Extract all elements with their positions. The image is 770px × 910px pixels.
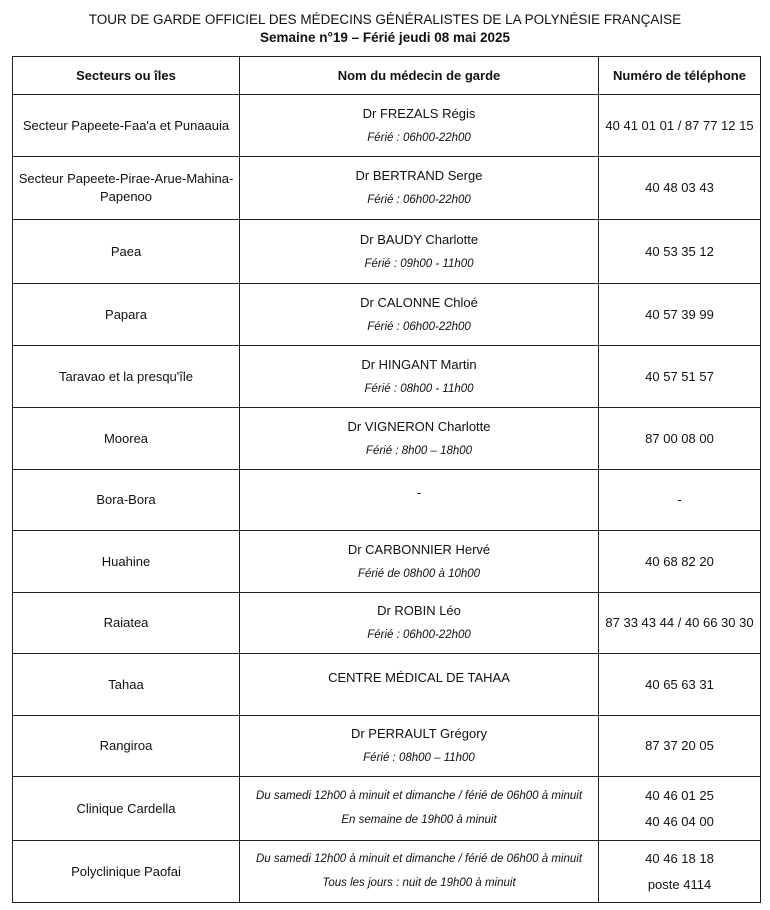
doctor-cell <box>240 531 599 593</box>
doctor-cell <box>240 220 599 284</box>
doctor-cell <box>240 654 599 716</box>
phone-cell: 40 41 01 01 / 87 77 12 15 <box>599 95 761 157</box>
phone-cell: 87 00 08 00 <box>599 408 761 470</box>
phone-cell <box>599 777 761 841</box>
phone-number: 40 46 18 18 <box>645 850 714 866</box>
phone-cell: 87 37 20 05 <box>599 716 761 777</box>
table-row <box>13 470 761 531</box>
phone-cell: 40 48 03 43 <box>599 157 761 220</box>
table-row <box>13 841 761 903</box>
duty-hours: Férié de 08h00 à 10h00 <box>357 567 481 580</box>
doctor-name: Dr HINGANT Martin <box>361 356 477 372</box>
column-header-doctor: Nom du médecin de garde <box>240 57 599 95</box>
duty-hours: Férié : 06h00-22h00 <box>367 320 471 333</box>
doctor-name: Dr CARBONNIER Hervé <box>347 541 491 557</box>
doctor-cell <box>240 408 599 470</box>
sector-cell: Secteur Papeete-Faa'a et Punaauia <box>13 95 240 157</box>
phone-cell: 87 33 43 44 / 40 66 30 30 <box>599 593 761 654</box>
doctor-name: CENTRE MÉDICAL DE TAHAA <box>328 669 510 685</box>
schedule-line: Du samedi 12h00 à minuit et dimanche / férié de 06h00 à minuit <box>255 789 583 802</box>
duty-roster-table <box>12 56 761 903</box>
sector-cell: Tahaa <box>13 654 240 716</box>
doctor-cell <box>240 716 599 777</box>
document-subtitle: Semaine n°19 – Férié jeudi 08 mai 2025 <box>259 30 511 45</box>
duty-hours: Férié : 8h00 – 18h00 <box>365 444 473 457</box>
duty-hours: Férié : 09h00 - 11h00 <box>364 257 474 270</box>
duty-hours: Férié : 06h00-22h00 <box>367 194 471 207</box>
table-row <box>13 654 761 716</box>
doctor-name: Dr VIGNERON Charlotte <box>347 418 491 434</box>
table-row <box>13 716 761 777</box>
sector-cell: Raiatea <box>13 593 240 654</box>
document-title: TOUR DE GARDE OFFICIEL DES MÉDECINS GÉNÉRALISTES DE LA POLYNÉSIE FRANÇAISE <box>88 12 682 27</box>
doctor-name: - <box>416 485 422 501</box>
phone-cell: 40 57 39 99 <box>599 284 761 346</box>
doctor-name: Dr CALONNE Chloé <box>360 294 478 310</box>
duty-hours: Férié : 08h00 - 11h00 <box>364 382 474 395</box>
sector-cell: Paea <box>13 220 240 284</box>
schedule-line: En semaine de 19h00 à minuit <box>341 813 497 826</box>
schedule-line: Du samedi 12h00 à minuit et dimanche / férié de 06h00 à minuit <box>255 852 583 865</box>
sector-cell: Secteur Papeete-Pirae-Arue-Mahina-Papenoo <box>13 157 240 220</box>
duty-hours: Férié : 06h00-22h00 <box>367 131 471 144</box>
duty-hours: Férié : 08h00 – 11h00 <box>363 752 475 765</box>
sector-cell: Polyclinique Paofai <box>13 841 240 903</box>
doctor-cell <box>240 346 599 408</box>
sector-cell: Huahine <box>13 531 240 593</box>
doctor-cell <box>240 777 599 841</box>
column-header-sector: Secteurs ou îles <box>13 57 240 95</box>
doctor-name: Dr ROBIN Léo <box>377 603 461 619</box>
schedule-line: Tous les jours : nuit de 19h00 à minuit <box>322 876 516 889</box>
table-row <box>13 220 761 284</box>
phone-number: poste 4114 <box>647 876 712 892</box>
table-row <box>13 95 761 157</box>
phone-cell: - <box>599 470 761 531</box>
phone-cell: 40 53 35 12 <box>599 220 761 284</box>
table-row <box>13 531 761 593</box>
doctor-name: Dr PERRAULT Grégory <box>350 726 488 742</box>
doctor-cell <box>240 470 599 531</box>
phone-cell: 40 68 82 20 <box>599 531 761 593</box>
doctor-cell <box>240 593 599 654</box>
phone-cell: 40 57 51 57 <box>599 346 761 408</box>
table-row <box>13 408 761 470</box>
doctor-cell <box>240 284 599 346</box>
sector-cell: Moorea <box>13 408 240 470</box>
sector-cell: Clinique Cardella <box>13 777 240 841</box>
doctor-name: Dr BERTRAND Serge <box>355 168 483 184</box>
table-row <box>13 593 761 654</box>
table-row <box>13 157 761 220</box>
phone-cell <box>599 841 761 903</box>
sector-cell: Rangiroa <box>13 716 240 777</box>
table-header-row <box>13 57 761 95</box>
doctor-name: Dr FREZALS Régis <box>362 105 476 121</box>
duty-hours: Férié : 06h00-22h00 <box>367 629 471 642</box>
column-header-phone: Numéro de téléphone <box>599 57 761 95</box>
sector-cell: Bora-Bora <box>13 470 240 531</box>
sector-cell: Papara <box>13 284 240 346</box>
doctor-cell <box>240 95 599 157</box>
phone-cell: 40 65 63 31 <box>599 654 761 716</box>
sector-cell: Taravao et la presqu'île <box>13 346 240 408</box>
doctor-cell <box>240 841 599 903</box>
doctor-name: Dr BAUDY Charlotte <box>359 231 479 247</box>
doctor-cell <box>240 157 599 220</box>
phone-number: 40 46 04 00 <box>645 813 714 829</box>
table-row <box>13 777 761 841</box>
table-row <box>13 284 761 346</box>
phone-number: 40 46 01 25 <box>645 787 714 803</box>
table-row <box>13 346 761 408</box>
